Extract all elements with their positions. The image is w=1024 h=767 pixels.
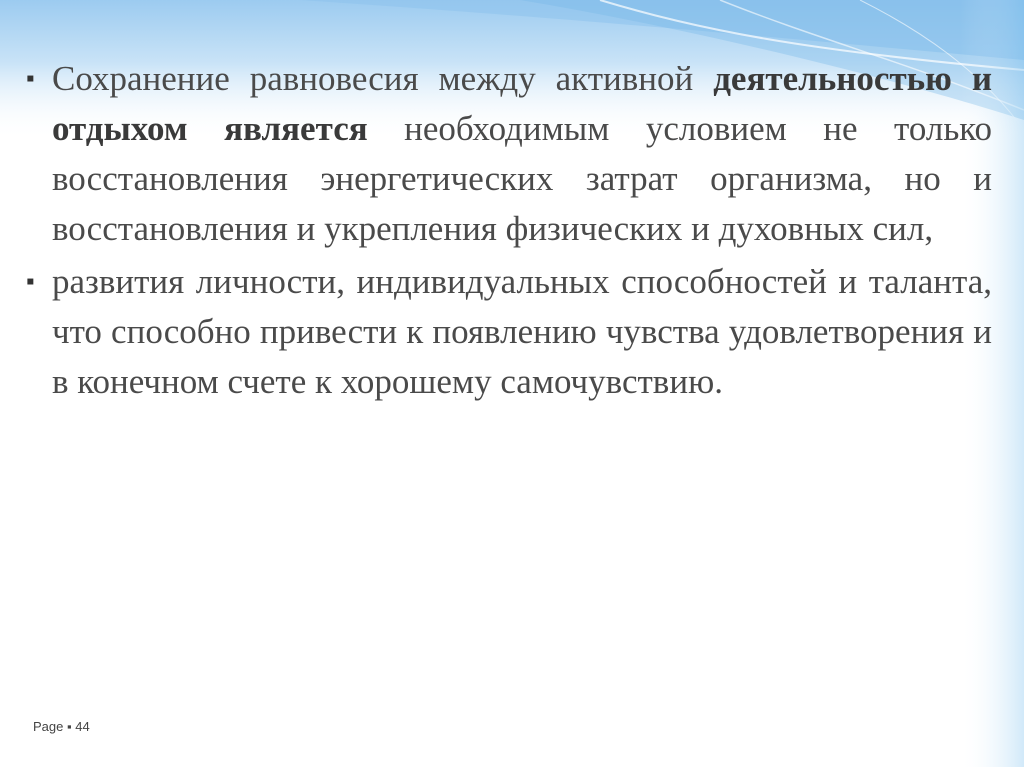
bullet-item <box>22 54 992 254</box>
bullet-bold-text: деятельностью и отдыхом является <box>52 59 993 148</box>
page-label: Page <box>33 719 64 734</box>
bullet-rest-text: необходимым условием не только восстановления энергетических затрат организма, но и восстановления и укрепления физических и духовных сил, <box>52 109 993 248</box>
page-separator: ▪ <box>67 719 72 734</box>
bullet-item <box>22 257 992 407</box>
bullet-text: развития личности, индивидуальных способностей и таланта, что способно привести к появлению чувства удовлетворения и в конечном счете к хорошему самочувствию. <box>52 262 992 401</box>
page-footer <box>33 719 90 734</box>
bullet-marker: ▪ <box>26 269 35 295</box>
slide-body <box>22 54 992 407</box>
page-number: 44 <box>75 719 90 734</box>
bullet-lead-text: Сохранение равновесия между активной <box>52 59 694 98</box>
bullet-marker: ▪ <box>26 66 35 92</box>
